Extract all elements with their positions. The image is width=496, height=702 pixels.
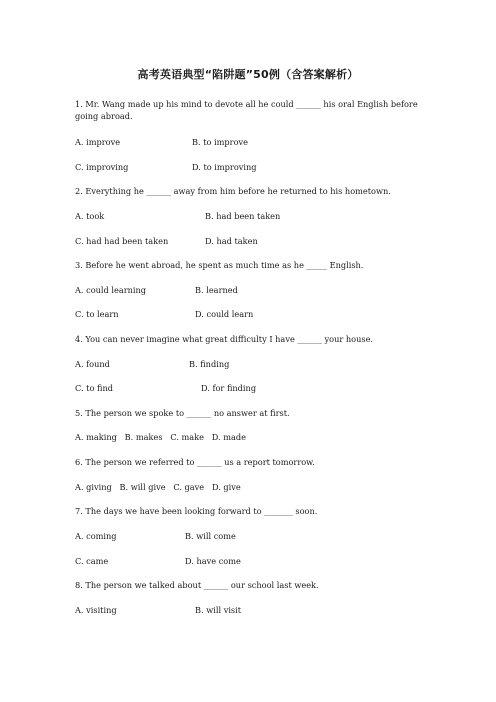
option-a: A. took [75,211,105,221]
question-5-options: A. making B. makes C. make D. made [75,432,246,442]
option-c: C. improving [75,162,129,172]
question-1-stem: 1. Mr. Wang made up his mind to devote all he could ______ his oral English before going abroad. [75,99,418,121]
option-a: A. visiting [75,605,117,615]
option-d: D. to improving [192,162,257,172]
option-d: D. for finding [201,383,257,393]
question-7-options-row-2 [75,555,425,567]
option-c: C. came [75,556,109,566]
option-d: D. could learn [195,309,254,319]
option-a: A. coming [75,531,117,541]
option-d: D. have come [185,556,241,566]
option-b: B. to improve [192,137,248,147]
question-1-options-row-2 [75,161,425,173]
question-8-options-row-1 [75,604,425,616]
question-3-options-row-2 [75,308,425,320]
question-5-stem: 5. The person we spoke to ______ no answer at first. [75,408,290,418]
option-b: B. will come [185,531,236,541]
question-6-options: A. giving B. will give C. gave D. give [75,482,241,492]
question-2-options-row-1 [75,210,425,222]
option-a: A. improve [75,137,121,147]
question-6-stem: 6. The person we referred to ______ us a report tomorrow. [75,457,315,467]
question-3-options-row-1 [75,284,425,296]
option-c: C. to find [75,383,113,393]
question-4-stem: 4. You can never imagine what great difficulty I have ______ your house. [75,334,374,344]
option-c: C. to learn [75,309,119,319]
question-2-stem: 2. Everything he ______ away from him before he returned to his hometown. [75,186,391,196]
option-b: B. finding [189,359,230,369]
option-b: B. learned [195,285,238,295]
option-c: C. had had been taken [75,236,169,246]
question-7-stem: 7. The days we have been looking forward to _______ soon. [75,506,318,516]
question-8-stem: 8. The person we talked about ______ our school last week. [75,580,319,590]
question-4-options-row-1 [75,358,425,370]
option-a: A. could learning [75,285,147,295]
option-b: B. will visit [195,605,242,615]
question-2-options-row-2 [75,235,425,247]
option-d: D. had taken [205,236,258,246]
document-title: 高考英语典型“陷阱题”50例（含答案解析） [137,68,359,81]
question-1-options-row-1 [75,136,425,148]
question-7-options-row-1 [75,530,425,542]
question-4-options-row-2 [75,382,425,394]
question-3-stem: 3. Before he went abroad, he spent as much time as he _____ English. [75,260,364,270]
option-a: A. found [75,359,110,369]
option-b: B. had been taken [205,211,281,221]
